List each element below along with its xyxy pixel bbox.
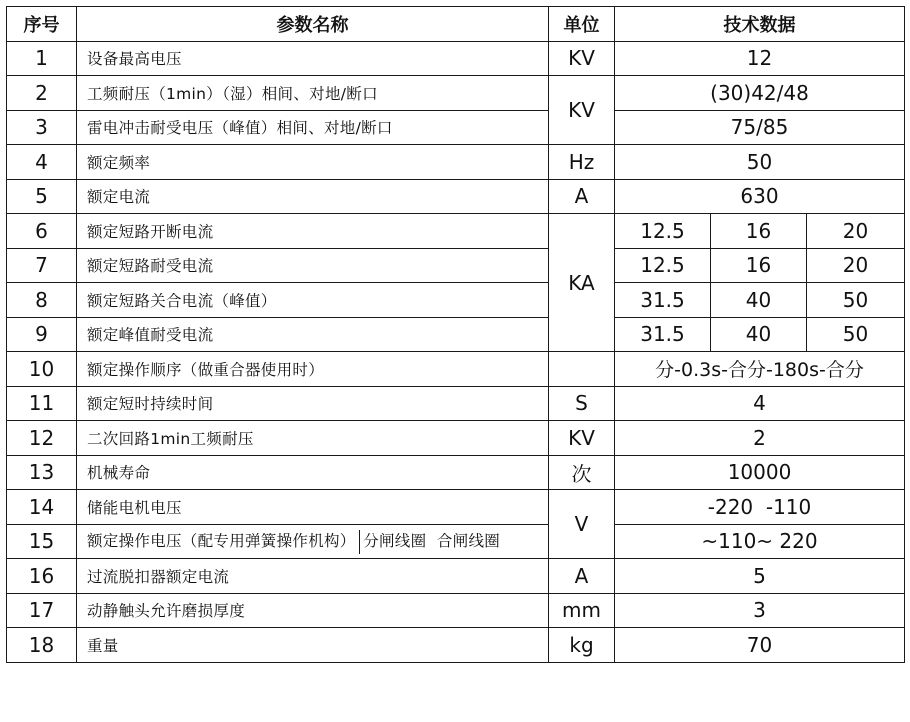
row-value: 4 [615,386,905,421]
row-no: 7 [7,248,77,283]
table-row [7,110,905,145]
row-unit: KV [549,41,615,76]
row-value: 50 [615,145,905,180]
row-name: 额定短时持续时间 [77,386,549,421]
row-unit: 次 [549,455,615,490]
row-name-extra: 分闸线圈 合闸线圈 [363,532,501,550]
row-value: ~110~ 220 [615,524,905,559]
row-value: 12 [615,41,905,76]
row-name: 额定频率 [77,145,549,180]
row-value-a: 31.5 [615,283,711,318]
table-row [7,628,905,663]
row-no: 5 [7,179,77,214]
table-row [7,490,905,525]
row-no: 12 [7,421,77,456]
row-name: 额定短路耐受电流 [77,248,549,283]
row-name: 额定短路开断电流 [77,214,549,249]
row-unit: KV [549,421,615,456]
spec-table-container [6,6,905,663]
row-unit: A [549,179,615,214]
row-value-c: 50 [807,283,905,318]
row-name: 雷电冲击耐受电压（峰值）相间、对地/断口 [77,110,549,145]
row-value-b: 40 [711,317,807,352]
table-row [7,41,905,76]
row-value: 70 [615,628,905,663]
row-name-main: 额定操作电压（配专用弹簧操作机构） [87,532,356,550]
row-name: 额定操作顺序（做重合器使用时） [77,352,549,387]
row-value-b: 16 [711,248,807,283]
row-value: 630 [615,179,905,214]
inline-divider [359,530,361,554]
row-name: 机械寿命 [77,455,549,490]
table-row [7,145,905,180]
row-value-a: 31.5 [615,317,711,352]
row-name [77,524,549,559]
row-value: 5 [615,559,905,594]
row-unit: Hz [549,145,615,180]
row-name: 额定短路关合电流（峰值） [77,283,549,318]
table-row [7,455,905,490]
row-no: 10 [7,352,77,387]
row-unit: S [549,386,615,421]
row-name: 工频耐压（1min）（湿）相间、对地/断口 [77,76,549,111]
row-name: 重量 [77,628,549,663]
table-row [7,179,905,214]
table-row [7,317,905,352]
row-value: (30)42/48 [615,76,905,111]
header-no: 序号 [7,7,77,42]
row-name: 动静触头允许磨损厚度 [77,593,549,628]
table-row [7,283,905,318]
row-no: 2 [7,76,77,111]
table-row [7,593,905,628]
header-row [7,7,905,42]
row-value: -220 -110 [615,490,905,525]
technical-parameters-table [6,6,905,663]
row-unit-merged: V [549,490,615,559]
row-name: 设备最高电压 [77,41,549,76]
row-no: 14 [7,490,77,525]
header-data: 技术数据 [615,7,905,42]
row-name: 二次回路1min工频耐压 [77,421,549,456]
row-value-c: 50 [807,317,905,352]
row-no: 4 [7,145,77,180]
table-row [7,248,905,283]
row-unit: mm [549,593,615,628]
row-no: 17 [7,593,77,628]
row-no: 15 [7,524,77,559]
row-no: 16 [7,559,77,594]
row-name: 额定电流 [77,179,549,214]
row-value-b: 16 [711,214,807,249]
row-value: 10000 [615,455,905,490]
row-no: 3 [7,110,77,145]
table-row [7,214,905,249]
table-row [7,421,905,456]
table-row [7,559,905,594]
row-name: 储能电机电压 [77,490,549,525]
row-value: 分-0.3s-合分-180s-合分 [615,352,905,387]
row-no: 1 [7,41,77,76]
row-unit: A [549,559,615,594]
row-value: 2 [615,421,905,456]
row-no: 6 [7,214,77,249]
row-name: 额定峰值耐受电流 [77,317,549,352]
row-value-b: 40 [711,283,807,318]
row-unit-merged: KA [549,214,615,352]
row-name: 过流脱扣器额定电流 [77,559,549,594]
row-unit-merged: KV [549,76,615,145]
row-value-a: 12.5 [615,248,711,283]
table-row [7,386,905,421]
table-row [7,352,905,387]
row-value-a: 12.5 [615,214,711,249]
row-no: 11 [7,386,77,421]
row-value-c: 20 [807,248,905,283]
row-value: 75/85 [615,110,905,145]
header-name: 参数名称 [77,7,549,42]
header-unit: 单位 [549,7,615,42]
row-no: 18 [7,628,77,663]
row-no: 13 [7,455,77,490]
row-unit [549,352,615,387]
row-no: 8 [7,283,77,318]
row-value-c: 20 [807,214,905,249]
row-no: 9 [7,317,77,352]
table-row [7,524,905,559]
row-value: 3 [615,593,905,628]
row-unit: kg [549,628,615,663]
table-row [7,76,905,111]
